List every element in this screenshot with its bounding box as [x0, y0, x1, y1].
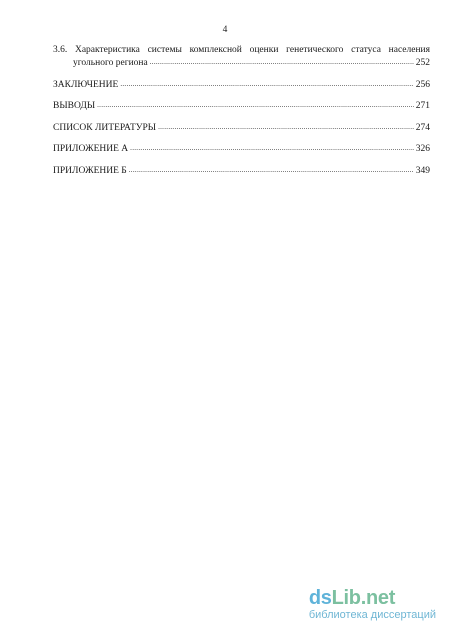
- page-number: 4: [222, 25, 228, 35]
- toc-entry-3-6: [53, 44, 430, 70]
- table-of-contents: [53, 44, 430, 178]
- dot-leader: [120, 78, 413, 91]
- toc-entry-page: 252: [415, 58, 430, 68]
- toc-entry-title: СПИСОК ЛИТЕРАТУРЫ: [53, 122, 157, 133]
- toc-entry-findings: [53, 100, 430, 113]
- dslib-logo: [309, 588, 436, 608]
- logo-part-lib: Lib.net: [331, 587, 396, 609]
- dslib-watermark: [309, 588, 436, 621]
- toc-entry-conclusion: [53, 79, 430, 92]
- toc-entry-references: [53, 122, 430, 135]
- toc-entry-page: 326: [415, 144, 430, 154]
- watermark-tagline: библиотека диссертаций: [308, 609, 436, 621]
- toc-entry-title: ЗАКЛЮЧЕНИЕ: [53, 79, 119, 90]
- toc-entry-page: 256: [415, 79, 430, 90]
- dot-leader: [129, 164, 414, 177]
- toc-entry-page: 274: [415, 122, 430, 133]
- logo-part-ds: ds: [308, 587, 332, 609]
- dot-leader: [130, 142, 414, 155]
- toc-entry-title: ВЫВОДЫ: [53, 101, 96, 111]
- toc-entry-appendix-b: [53, 165, 430, 178]
- toc-entry-title-line1: 3.6. Характеристика системы комплексной оценки генетического статуса населения: [53, 45, 430, 55]
- dot-leader: [97, 99, 414, 112]
- toc-entry-page: 349: [415, 165, 430, 176]
- dot-leader: [158, 121, 414, 134]
- toc-entry-appendix-a: [53, 143, 430, 156]
- toc-entry-title: ПРИЛОЖЕНИЕ Б: [53, 165, 127, 176]
- toc-entry-title-line2: угольного региона: [73, 58, 148, 68]
- toc-entry-page: 271: [415, 101, 430, 111]
- dot-leader: [150, 56, 414, 69]
- toc-entry-title: ПРИЛОЖЕНИЕ А: [53, 144, 129, 154]
